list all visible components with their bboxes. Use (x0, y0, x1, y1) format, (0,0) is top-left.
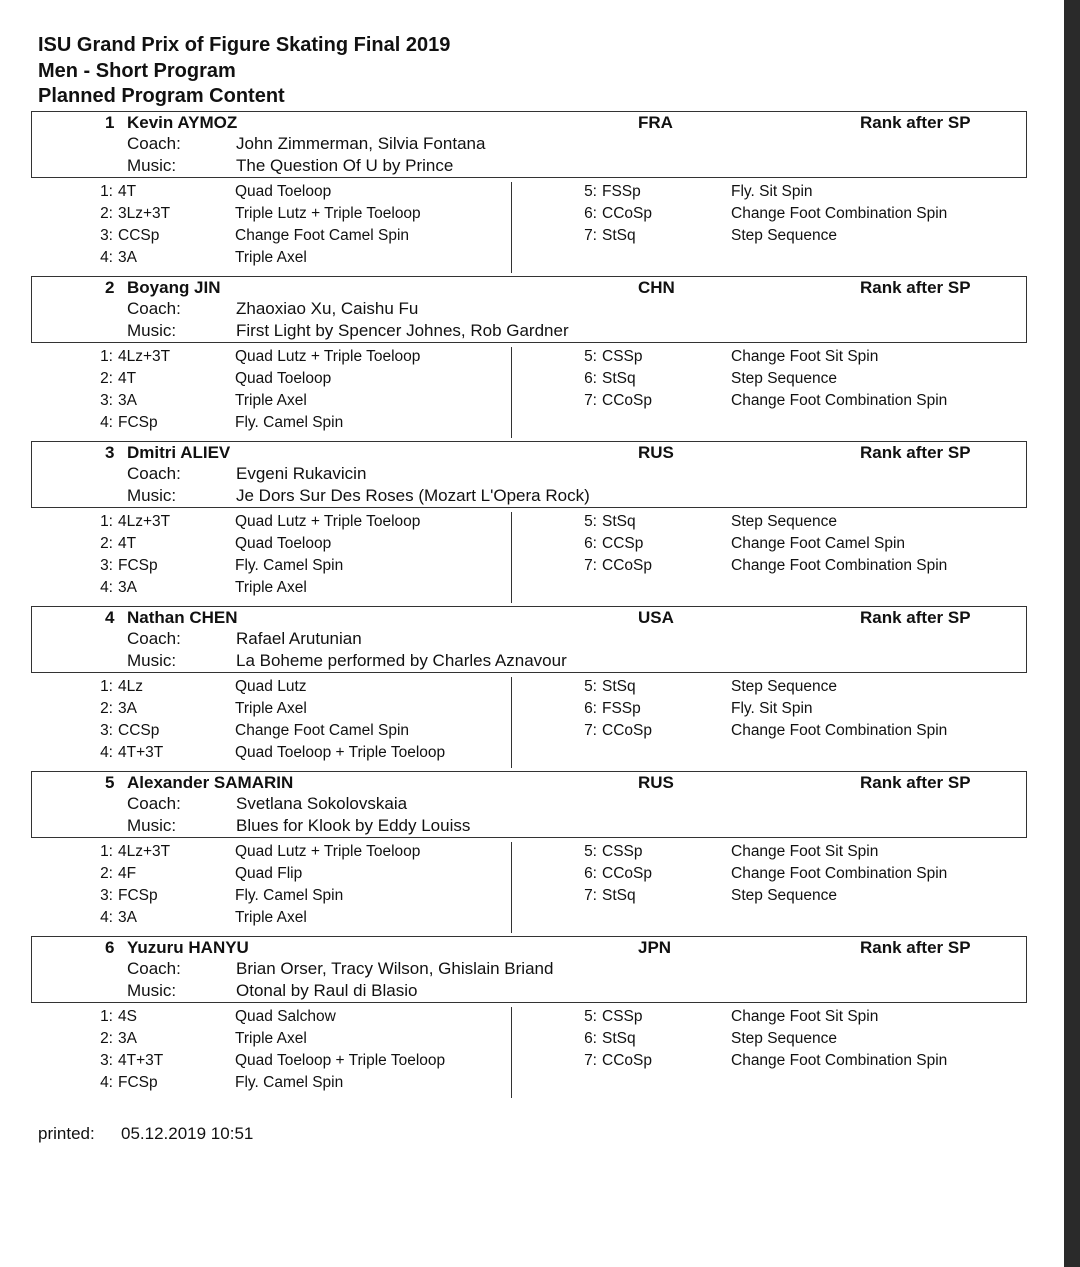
element-description: Quad Toeloop (235, 535, 332, 552)
element-description: Change Foot Combination Spin (731, 392, 948, 409)
element-number: 5: (584, 513, 597, 530)
element-number: 5: (584, 348, 597, 365)
element-number: 1: (100, 1008, 113, 1025)
element-description: Quad Toeloop + Triple Toeloop (235, 744, 446, 761)
element-code: CCSp (602, 535, 644, 552)
element-number: 2: (100, 370, 113, 387)
skater-header-box (31, 936, 1027, 1003)
rank-after-sp-label: Rank after SP (860, 938, 971, 957)
element-number: 7: (584, 557, 597, 574)
music-label: Music: (127, 486, 177, 505)
element-code: 4T (118, 370, 137, 387)
coach-label: Coach: (127, 464, 181, 483)
element-code: 3A (118, 392, 137, 409)
element-number: 6: (584, 205, 597, 222)
element-description: Step Sequence (731, 370, 838, 387)
element-number: 3: (100, 227, 113, 244)
skater-block (31, 111, 1027, 276)
element-code: 4Lz (118, 678, 143, 695)
skater-name: Nathan CHEN (127, 608, 238, 627)
start-number: 4 (105, 608, 115, 627)
column-divider (511, 842, 512, 933)
element-number: 6: (584, 535, 597, 552)
element-description: Change Foot Combination Spin (731, 1052, 948, 1069)
element-description: Change Foot Sit Spin (731, 348, 879, 365)
element-code: 4Lz+3T (118, 513, 171, 530)
music-value: Je Dors Sur Des Roses (Mozart L'Opera Rock) (236, 486, 590, 505)
nation-code: RUS (638, 773, 674, 792)
element-description: Triple Axel (235, 249, 307, 266)
element-list (31, 1006, 1027, 1102)
element-description: Quad Lutz (235, 678, 307, 695)
element-code: StSq (602, 887, 636, 904)
element-description: Triple Axel (235, 909, 307, 926)
skater-header-box (31, 111, 1027, 178)
element-code: 4T+3T (118, 744, 164, 761)
element-description: Step Sequence (731, 1030, 838, 1047)
nation-code: USA (638, 608, 674, 627)
element-list (31, 676, 1027, 772)
element-code: CCoSp (602, 865, 652, 882)
element-number: 7: (584, 392, 597, 409)
element-number: 7: (584, 722, 597, 739)
element-number: 4: (100, 744, 113, 761)
column-divider (511, 182, 512, 273)
element-description: Change Foot Combination Spin (731, 557, 948, 574)
element-description: Change Foot Sit Spin (731, 843, 879, 860)
element-number: 6: (584, 865, 597, 882)
element-number: 7: (584, 1052, 597, 1069)
element-number: 3: (100, 887, 113, 904)
printed-label: printed: (38, 1124, 95, 1143)
element-code: CCoSp (602, 557, 652, 574)
music-value: La Boheme performed by Charles Aznavour (236, 651, 567, 670)
element-code: FCSp (118, 414, 158, 431)
page-edge (1064, 0, 1080, 1267)
element-number: 4: (100, 909, 113, 926)
element-code: StSq (602, 678, 636, 695)
element-code: CCoSp (602, 205, 652, 222)
element-code: 4F (118, 865, 137, 882)
element-number: 2: (100, 535, 113, 552)
element-number: 4: (100, 414, 113, 431)
element-number: 4: (100, 1074, 113, 1091)
report-title: Planned Program Content (38, 85, 285, 107)
element-number: 7: (584, 887, 597, 904)
element-description: Step Sequence (731, 678, 838, 695)
element-number: 5: (584, 843, 597, 860)
coach-value: Zhaoxiao Xu, Caishu Fu (236, 299, 419, 318)
element-code: FCSp (118, 1074, 158, 1091)
element-number: 2: (100, 1030, 113, 1047)
coach-label: Coach: (127, 794, 181, 813)
coach-value: Rafael Arutunian (236, 629, 362, 648)
skater-block (31, 441, 1027, 606)
skater-block (31, 606, 1027, 771)
element-description: Step Sequence (731, 227, 838, 244)
element-description: Fly. Camel Spin (235, 557, 344, 574)
element-code: CSSp (602, 843, 643, 860)
music-label: Music: (127, 156, 177, 175)
element-description: Step Sequence (731, 513, 838, 530)
element-description: Change Foot Camel Spin (731, 535, 906, 552)
nation-code: FRA (638, 113, 673, 132)
element-code: FSSp (602, 700, 641, 717)
element-number: 6: (584, 370, 597, 387)
coach-label: Coach: (127, 959, 181, 978)
element-description: Triple Lutz + Triple Toeloop (235, 205, 421, 222)
element-number: 3: (100, 392, 113, 409)
element-description: Change Foot Sit Spin (731, 1008, 879, 1025)
element-number: 2: (100, 865, 113, 882)
music-label: Music: (127, 816, 177, 835)
coach-label: Coach: (127, 299, 181, 318)
element-code: CCoSp (602, 1052, 652, 1069)
rank-after-sp-label: Rank after SP (860, 773, 971, 792)
element-code: 4T+3T (118, 1052, 164, 1069)
element-number: 2: (100, 700, 113, 717)
element-code: CCSp (118, 722, 160, 739)
element-description: Quad Lutz + Triple Toeloop (235, 513, 421, 530)
rank-after-sp-label: Rank after SP (860, 113, 971, 132)
coach-label: Coach: (127, 629, 181, 648)
skater-name: Alexander SAMARIN (127, 773, 294, 792)
start-number: 3 (105, 443, 115, 462)
column-divider (511, 677, 512, 768)
element-list (31, 181, 1027, 277)
music-value: The Question Of U by Prince (236, 156, 454, 175)
event-title: ISU Grand Prix of Figure Skating Final 2019 (38, 34, 451, 56)
coach-label: Coach: (127, 134, 181, 153)
skater-header-box (31, 606, 1027, 673)
element-number: 4: (100, 579, 113, 596)
element-code: 4T (118, 535, 137, 552)
element-code: FCSp (118, 557, 158, 574)
start-number: 2 (105, 278, 115, 297)
column-divider (511, 347, 512, 438)
element-description: Fly. Camel Spin (235, 414, 344, 431)
element-description: Triple Axel (235, 1030, 307, 1047)
start-number: 1 (105, 113, 115, 132)
music-label: Music: (127, 651, 177, 670)
coach-value: John Zimmerman, Silvia Fontana (236, 134, 486, 153)
element-code: CCoSp (602, 722, 652, 739)
element-description: Quad Toeloop (235, 370, 332, 387)
element-description: Quad Flip (235, 865, 303, 882)
music-label: Music: (127, 981, 177, 1000)
skater-block (31, 936, 1027, 1101)
nation-code: JPN (638, 938, 672, 957)
music-value: Otonal by Raul di Blasio (236, 981, 418, 1000)
element-code: StSq (602, 1030, 636, 1047)
printed-timestamp: 05.12.2019 10:51 (121, 1124, 254, 1143)
element-number: 5: (584, 678, 597, 695)
start-number: 6 (105, 938, 115, 957)
element-description: Triple Axel (235, 700, 307, 717)
skater-name: Kevin AYMOZ (127, 113, 238, 132)
element-code: StSq (602, 370, 636, 387)
skater-name: Yuzuru HANYU (127, 938, 249, 957)
element-description: Triple Axel (235, 579, 307, 596)
element-description: Change Foot Combination Spin (731, 205, 948, 222)
element-list (31, 511, 1027, 607)
skater-block (31, 276, 1027, 441)
element-description: Fly. Camel Spin (235, 1074, 344, 1091)
rank-after-sp-label: Rank after SP (860, 608, 971, 627)
element-number: 6: (584, 700, 597, 717)
music-label: Music: (127, 321, 177, 340)
element-code: 4S (118, 1008, 137, 1025)
element-description: Quad Toeloop + Triple Toeloop (235, 1052, 446, 1069)
element-number: 2: (100, 205, 113, 222)
element-code: FSSp (602, 183, 641, 200)
coach-value: Evgeni Rukavicin (236, 464, 367, 483)
music-value: First Light by Spencer Johnes, Rob Gardner (236, 321, 569, 340)
element-code: 3A (118, 1030, 137, 1047)
rank-after-sp-label: Rank after SP (860, 443, 971, 462)
element-description: Change Foot Camel Spin (235, 227, 410, 244)
element-number: 4: (100, 249, 113, 266)
element-number: 7: (584, 227, 597, 244)
nation-code: CHN (638, 278, 675, 297)
element-description: Change Foot Camel Spin (235, 722, 410, 739)
rank-after-sp-label: Rank after SP (860, 278, 971, 297)
element-description: Quad Salchow (235, 1008, 336, 1025)
element-list (31, 346, 1027, 442)
element-description: Change Foot Combination Spin (731, 865, 948, 882)
element-code: 3A (118, 249, 137, 266)
element-number: 1: (100, 843, 113, 860)
element-code: StSq (602, 227, 636, 244)
document-header (38, 33, 450, 110)
element-number: 1: (100, 348, 113, 365)
element-list (31, 841, 1027, 937)
column-divider (511, 1007, 512, 1098)
start-number: 5 (105, 773, 115, 792)
element-number: 3: (100, 1052, 113, 1069)
skater-header-box (31, 441, 1027, 508)
element-number: 1: (100, 678, 113, 695)
element-description: Quad Lutz + Triple Toeloop (235, 843, 421, 860)
category-title: Men - Short Program (38, 59, 236, 82)
element-code: CSSp (602, 348, 643, 365)
element-number: 1: (100, 183, 113, 200)
skater-name: Boyang JIN (127, 278, 221, 297)
skater-header-box (31, 771, 1027, 838)
element-number: 3: (100, 557, 113, 574)
element-number: 6: (584, 1030, 597, 1047)
element-code: 4Lz+3T (118, 348, 171, 365)
element-number: 1: (100, 513, 113, 530)
coach-value: Brian Orser, Tracy Wilson, Ghislain Briand (236, 959, 554, 978)
element-code: 4Lz+3T (118, 843, 171, 860)
element-code: 3A (118, 909, 137, 926)
element-description: Quad Toeloop (235, 183, 332, 200)
printed-line (38, 1124, 253, 1144)
element-code: 3A (118, 700, 137, 717)
coach-value: Svetlana Sokolovskaia (236, 794, 408, 813)
element-description: Triple Axel (235, 392, 307, 409)
element-description: Change Foot Combination Spin (731, 722, 948, 739)
music-value: Blues for Klook by Eddy Louiss (236, 816, 471, 835)
element-code: CSSp (602, 1008, 643, 1025)
element-code: CCSp (118, 227, 160, 244)
skater-block (31, 771, 1027, 936)
skater-name: Dmitri ALIEV (127, 443, 231, 462)
element-description: Fly. Camel Spin (235, 887, 344, 904)
element-code: 4T (118, 183, 137, 200)
element-number: 5: (584, 183, 597, 200)
element-description: Fly. Sit Spin (731, 700, 813, 717)
column-divider (511, 512, 512, 603)
element-code: 3A (118, 579, 137, 596)
element-code: StSq (602, 513, 636, 530)
nation-code: RUS (638, 443, 674, 462)
element-code: CCoSp (602, 392, 652, 409)
element-description: Step Sequence (731, 887, 838, 904)
element-number: 3: (100, 722, 113, 739)
element-description: Quad Lutz + Triple Toeloop (235, 348, 421, 365)
element-number: 5: (584, 1008, 597, 1025)
skater-header-box (31, 276, 1027, 343)
element-code: 3Lz+3T (118, 205, 171, 222)
element-code: FCSp (118, 887, 158, 904)
element-description: Fly. Sit Spin (731, 183, 813, 200)
